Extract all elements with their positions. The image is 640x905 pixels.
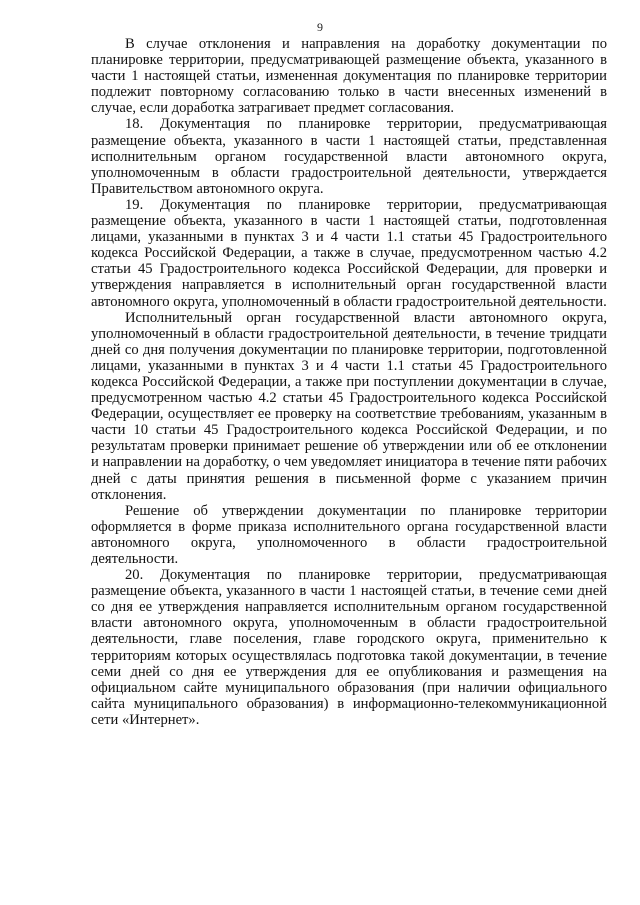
paragraph-item-18: 18. Документация по планировке территории, предусматривающая размещение объекта, указанного в части 1 настоящей статьи, представленная исполнительным органом государственной власти автономного округа, уполномоченным в области градостроительной деятельности, утверждается Правительством автономного округа. <box>91 116 607 197</box>
paragraph-approval-order: Решение об утверждении документации по планировке территории оформляется в форме приказа исполнительного органа государственной власти автономного округа, уполномоченного в области градостроительной деятельности. <box>91 502 607 567</box>
page-number: 9 <box>317 20 323 34</box>
paragraph-executive-body-review: Исполнительный орган государственной власти автономного округа, уполномоченный в области градостроительной деятельности, в течение тридцати дней со дня получения документации по планировке территории, подготовленной лицами, указанными в пунктах 3 и 4 части 1.1 статьи 45 Градостроительного кодекса Российской Федерации, а также при поступлении документации в случае, предусмотренном частью 4.2 статьи 45 Градостроительного кодекса Российской Федерации, осуществляет ее проверку на соответствие требованиям, указанным в части 10 статьи 45 Градостроительного кодекса Российской Федерации, и по результатам проверки принимает решение об утверждении или об ее отклонении и направлении на доработку, о чем уведомляет инициатора в течение пяти рабочих дней с даты принятия решения в письменной форме с указанием причин отклонения. <box>91 309 607 503</box>
paragraph-rejection-revision: В случае отклонения и направления на доработку документации по планировке территории, предусматривающей размещение объекта, указанного в части 1 настоящей статьи, измененная документация по планировке территории подлежит повторному согласованию только в части внесенных изменений в случае, если доработка затрагивает предмет согласования. <box>91 36 607 117</box>
paragraph-item-20: 20. Документация по планировке территории, предусматривающая размещение объекта, указанного в части 1 настоящей статьи, в течение семи дней со дня ее утверждения направляется исполнительным органом государственной власти автономного округа, уполномоченным в области градостроительной деятельности, главе поселения, главе городского округа, применительно к территориям которых осуществлялась подготовка такой документации, в течение семи дней со дня ее утверждения для ее опубликования и размещения на официальном сайте муниципального образования (при наличии официального сайта муниципального образования) в информационно-телекоммуникационной сети «Интернет». <box>91 567 607 728</box>
paragraph-item-19: 19. Документация по планировке территории, предусматривающая размещение объекта, указанного в части 1 настоящей статьи, подготовленная лицами, указанными в пунктах 3 и 4 части 1.1 статьи 45 Градостроительного кодекса Российской Федерации, а также в случае, предусмотренном частью 4.2 статьи 45 Градостроительного кодекса Российской Федерации, для проверки и утверждения направляется в исполнительный орган государственной власти автономного округа, уполномоченный в области градостроительной деятельности. <box>91 196 607 310</box>
document-body <box>91 36 607 728</box>
